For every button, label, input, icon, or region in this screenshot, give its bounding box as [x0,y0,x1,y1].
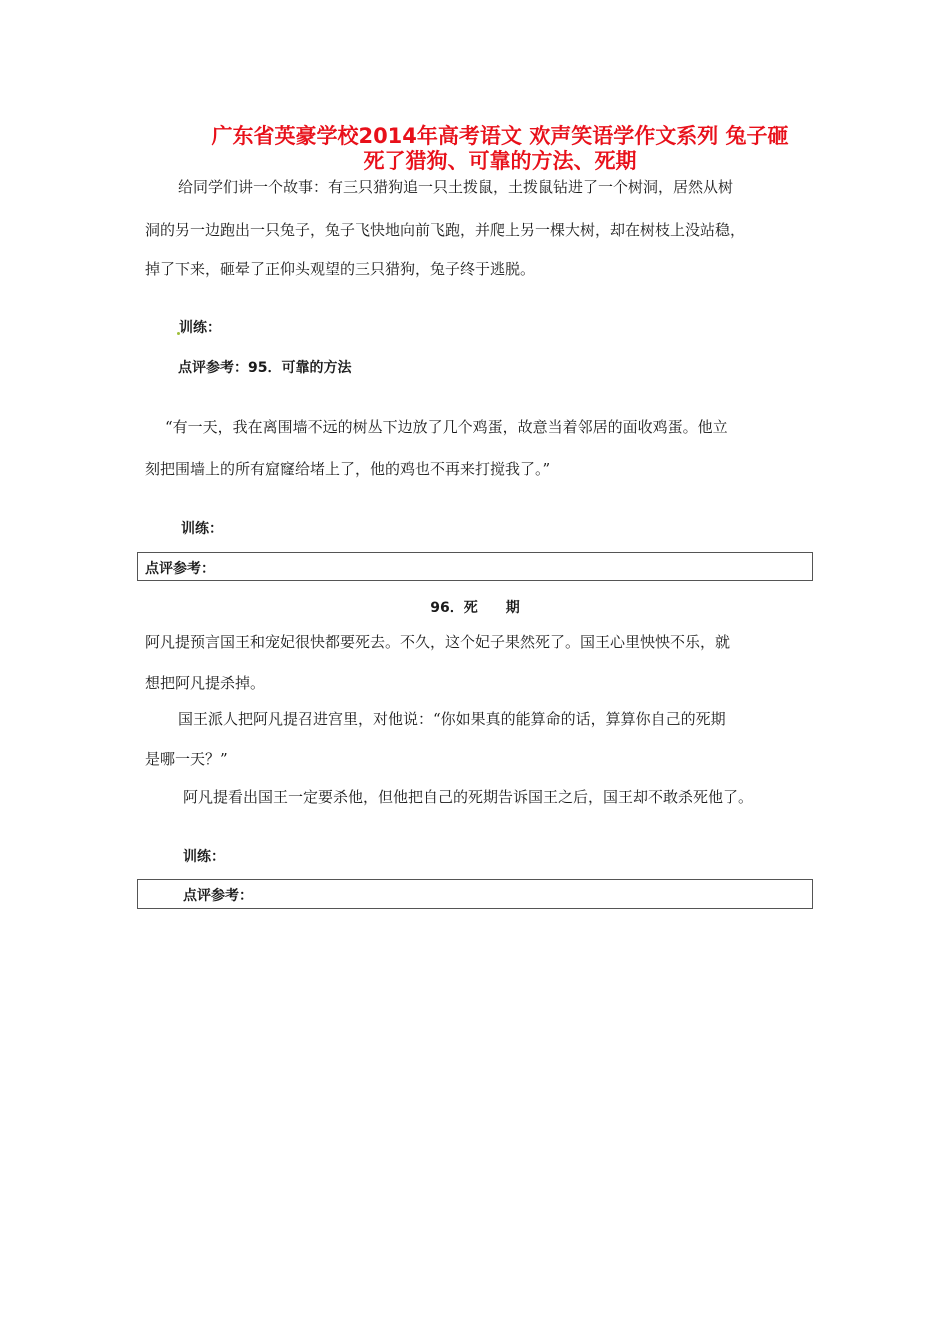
training-label-1-text: 训练： [179,320,221,336]
review-reference-1: 点评参考：95．可靠的方法 [178,360,352,376]
story3-line-2: 想把阿凡提杀掉。 [145,674,266,692]
review-reference-3: 点评参考： [183,888,253,904]
story3-line-1: 阿凡提预言国王和宠妃很快都要死去。不久，这个妃子果然死了。国王心里怏怏不乐，就 [145,633,731,651]
story1-line-1: 给同学们讲一个故事：有三只猎狗追一只土拨鼠，土拨鼠钻进了一个树洞，居然从树 [178,178,734,196]
story2-line-2: 刻把围墙上的所有窟窿给堵上了，他的鸡也不再来打搅我了。” [145,460,551,478]
review-box-1 [137,552,813,581]
training-label-3: 训练： [183,849,225,865]
story1-line-3: 掉了下来，砸晕了正仰头观望的三只猎狗，兔子终于逃脱。 [145,260,536,278]
section-heading-96: 96．死 期 [430,600,520,616]
training-label-1 [178,318,221,338]
story3-line-4: 是哪一天？” [145,750,228,768]
document-title-line-2: 死了猎狗、可靠的方法、死期 [363,149,637,173]
story3-line-3: 国王派人把阿凡提召进宫里，对他说：“你如果真的能算命的话，算算你自己的死期 [178,710,726,728]
document-title-line-1: 广东省英豪学校2014年高考语文 欢声笑语学作文系列 兔子砸 [211,124,789,148]
training-label-2: 训练： [181,521,223,537]
review-reference-2: 点评参考： [145,561,215,577]
story3-line-5: 阿凡提看出国王一定要杀他，但他把自己的死期告诉国王之后，国王却不敢杀死他了。 [183,788,754,806]
review-box-2 [137,879,813,909]
story1-line-2: 洞的另一边跑出一只兔子，兔子飞快地向前飞跑，并爬上另一棵大树，却在树枝上没站稳， [145,221,746,239]
story2-line-1: “有一天，我在离围墙不远的树丛下边放了几个鸡蛋，故意当着邻居的面收鸡蛋。他立 [165,418,728,436]
